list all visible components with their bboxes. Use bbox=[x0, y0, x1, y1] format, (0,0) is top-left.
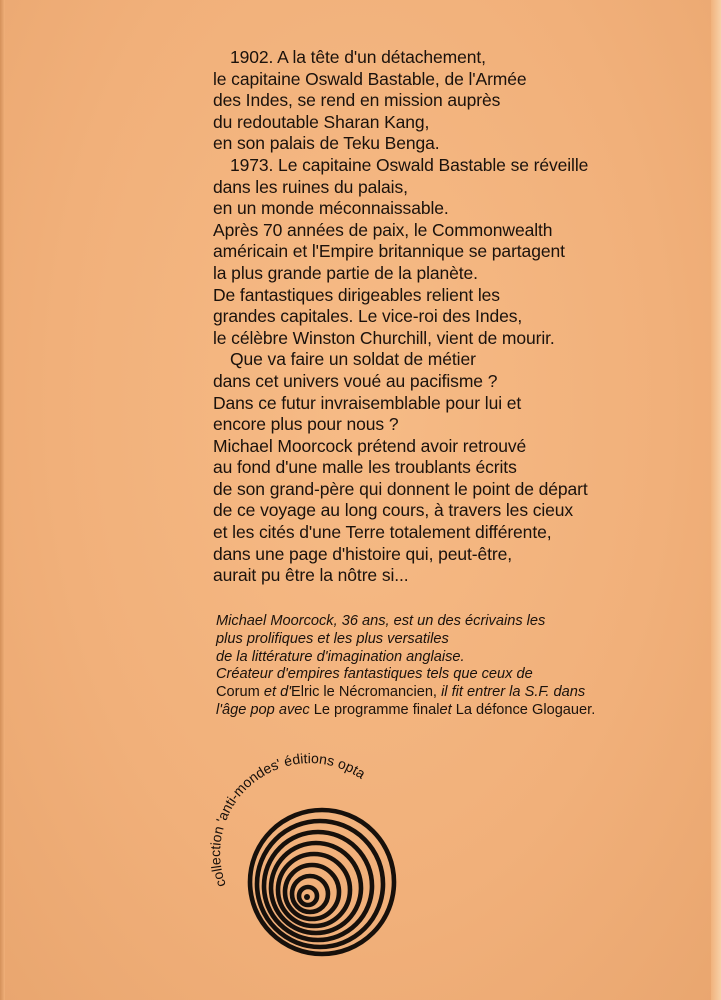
bio-line: plus prolifiques et les plus versatiles bbox=[216, 630, 449, 647]
bio-connector: et d' bbox=[263, 684, 291, 701]
bio-line: Créateur d'empires fantastiques tels que ceux de bbox=[216, 666, 533, 683]
blurb-line: des Indes, se rend en mission auprès bbox=[213, 90, 501, 111]
blurb-line: au fond d'une malle les troublants écrits bbox=[213, 457, 517, 478]
bio-line-tail: il fit entrer la S.F. dans bbox=[441, 684, 586, 701]
logo-center-dot bbox=[304, 894, 310, 900]
blurb-line: en un monde méconnaissable. bbox=[213, 198, 449, 219]
blurb-line: en son palais de Teku Benga. bbox=[213, 133, 440, 154]
cover-right-edge bbox=[711, 0, 721, 1000]
bio-line-head: l'âge pop avec bbox=[216, 701, 310, 718]
blurb-line: de son grand-père qui donnent le point de départ bbox=[213, 478, 588, 499]
logo-arc-textpath: collection 'anti-mondes' éditions opta bbox=[207, 750, 369, 890]
blurb-line: aurait pu être la nôtre si... bbox=[213, 565, 409, 586]
publisher-logo bbox=[189, 735, 429, 975]
synopsis-blurb bbox=[213, 47, 683, 587]
bio-line-titles-2 bbox=[216, 702, 706, 720]
book-title-corum: Corum bbox=[216, 684, 260, 701]
concentric-circles-icon bbox=[250, 810, 394, 954]
blurb-line: Michael Moorcock prétend avoir retrouvé bbox=[213, 435, 527, 456]
author-bio bbox=[216, 613, 706, 720]
blurb-line: et les cités d'une Terre totalement différente, bbox=[213, 522, 552, 543]
blurb-line: Que va faire un soldat de métier bbox=[230, 349, 476, 370]
bio-line: de la littérature d'imagination anglaise. bbox=[216, 648, 465, 665]
blurb-line: Après 70 années de paix, le Commonwealth bbox=[213, 219, 553, 240]
bio-line: Michael Moorcock, 36 ans, est un des écrivains les bbox=[216, 613, 546, 629]
book-title-programme-final: Le programme final bbox=[313, 701, 440, 718]
blurb-line: le célèbre Winston Churchill, vient de mourir. bbox=[213, 327, 555, 348]
bio-line-titles-1 bbox=[216, 684, 706, 702]
blurb-line: américain et l'Empire britannique se partagent bbox=[213, 241, 565, 262]
blurb-line: la plus grande partie de la planète. bbox=[213, 262, 478, 283]
blurb-line: dans une page d'histoire qui, peut-être, bbox=[213, 543, 512, 564]
blurb-line: De fantastiques dirigeables relient les bbox=[213, 284, 500, 305]
book-title-elric: Elric le Nécromancien, bbox=[291, 684, 437, 701]
blurb-line: encore plus pour nous ? bbox=[213, 414, 399, 435]
bio-connector: et bbox=[439, 701, 452, 718]
blurb-line: Dans ce futur invraisemblable pour lui et bbox=[213, 392, 522, 413]
blurb-line: de ce voyage au long cours, à travers les cieux bbox=[213, 500, 574, 521]
blurb-line: dans les ruines du palais, bbox=[213, 176, 408, 197]
blurb-line: dans cet univers voué au pacifisme ? bbox=[213, 370, 498, 391]
book-title-defonce-glogauer: La défonce Glogauer. bbox=[455, 701, 596, 718]
blurb-line: 1973. Le capitaine Oswald Bastable se réveille bbox=[230, 154, 589, 175]
blurb-line: grandes capitales. Le vice-roi des Indes, bbox=[213, 306, 523, 327]
blurb-line: le capitaine Oswald Bastable, de l'Armée bbox=[213, 68, 527, 89]
blurb-line: du redoutable Sharan Kang, bbox=[213, 111, 430, 132]
cover-left-edge bbox=[0, 0, 5, 1000]
blurb-line: 1902. A la tête d'un détachement, bbox=[230, 47, 486, 67]
